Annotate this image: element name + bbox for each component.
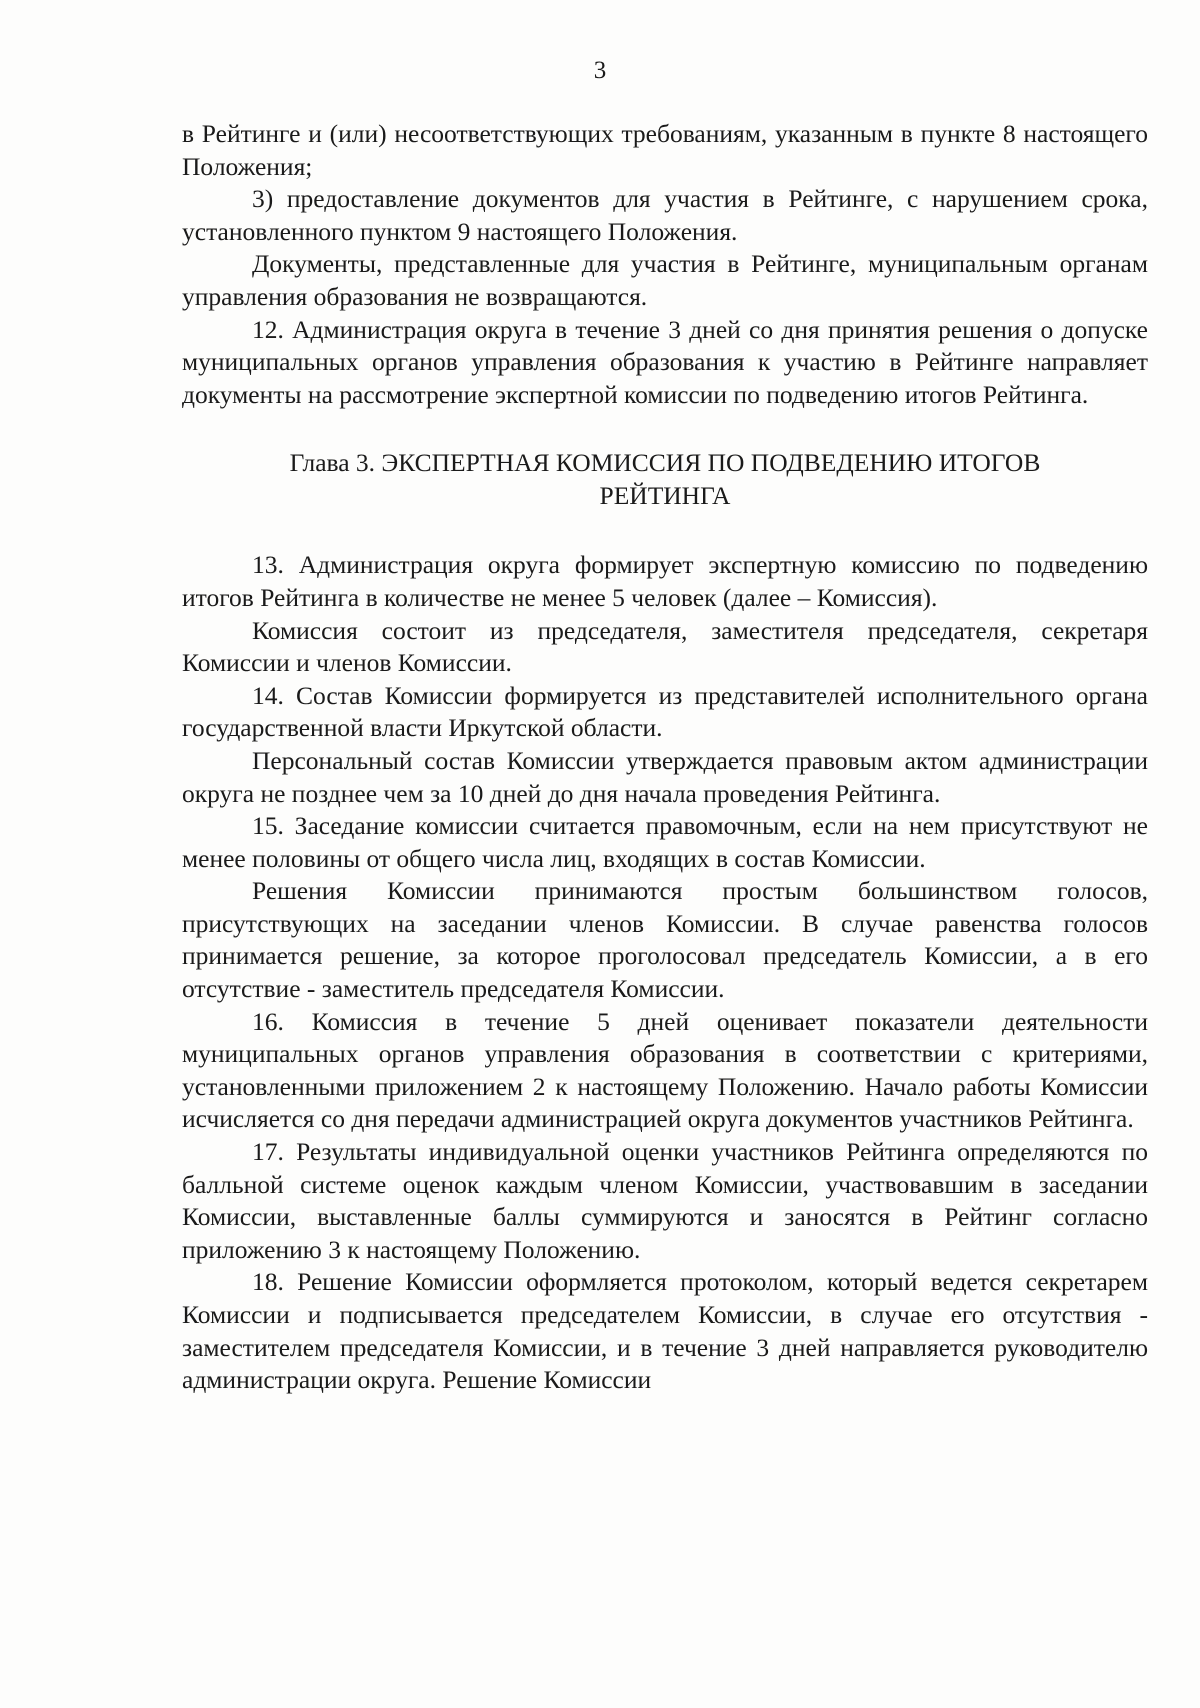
paragraph-personal-composition: Персональный состав Комиссии утверждается правовым актом администрации округа не позднее чем за 10 дней до дня начала проведения Рейтинга. xyxy=(182,745,1148,808)
paragraph-clause-14: 14. Состав Комиссии формируется из представителей исполнительного органа государственной власти Иркутской области. xyxy=(182,680,1148,743)
paragraph-documents-not-returned: Документы, представленные для участия в Рейтинге, муниципальным органам управления образования не возвращаются. xyxy=(182,249,1148,311)
chapter-heading xyxy=(182,446,1148,512)
paragraph-clause-12: 12. Администрация округа в течение 3 дней со дня принятия решения о допуске муниципальных органов управления образования к участию в Рейтинге направляет документы на рассмотрение экспертной комиссии по подведению итогов Рейтинга. xyxy=(182,314,1148,409)
paragraph-clause-16: 16. Комиссия в течение 5 дней оценивает показатели деятельности муниципальных органов управления образования в соответствии с критериями, установленными приложением 2 к настоящему Положению. Начало работы Комиссии исчисляется со дня передачи администрацией округа документов участников Рейтинга. xyxy=(182,1006,1148,1134)
chapter-heading-line-1: Глава 3. ЭКСПЕРТНАЯ КОМИССИЯ ПО ПОДВЕДЕНИЮ ИТОГОВ xyxy=(289,448,1041,478)
paragraph-list-continuation: в Рейтинге и (или) несоответствующих требованиям, указанным в пункте 8 настоящего Положения; xyxy=(182,119,1148,181)
chapter-heading-line-2: РЕЙТИНГА xyxy=(599,481,731,511)
paragraph-list-item-3: 3) предоставление документов для участия в Рейтинге, с нарушением срока, установленного пунктом 9 настоящего Положения. xyxy=(182,184,1148,246)
paragraph-decisions-majority: Решения Комиссии принимаются простым большинством голосов, присутствующих на заседании членов Комиссии. В случае равенства голосов принимается решение, за которое проголосовал председатель Комиссии, а в его отсутствие - заместитель председателя Комиссии. xyxy=(182,876,1148,1004)
page-number: 3 xyxy=(593,57,607,84)
paragraph-commission-members: Комиссия состоит из председателя, заместителя председателя, секретаря Комиссии и членов Комиссии. xyxy=(182,615,1148,678)
paragraph-clause-15: 15. Заседание комиссии считается правомочным, если на нем присутствуют не менее половины от общего числа лиц, входящих в состав Комиссии. xyxy=(182,811,1148,873)
paragraph-clause-18: 18. Решение Комиссии оформляется протоколом, который ведется секретарем Комиссии и подписывается председателем Комиссии, в случае его отсутствия - заместителем председателя Комиссии, и в течение 3 дней направляется руководителю администрации округа. Решение Комиссии xyxy=(182,1267,1148,1395)
paragraph-clause-13: 13. Администрация округа формирует экспертную комиссию по подведению итогов Рейтинга в количестве не менее 5 человек (далее – Комиссия). xyxy=(182,550,1148,612)
document-body xyxy=(182,118,1148,1397)
paragraph-clause-17: 17. Результаты индивидуальной оценки участников Рейтинга определяются по балльной системе оценок каждым членом Комиссии, участвовавшим в заседании Комиссии, выставленные баллы суммируются и заносятся в Рейтинг согласно приложению 3 к настоящему Положению. xyxy=(182,1137,1148,1264)
